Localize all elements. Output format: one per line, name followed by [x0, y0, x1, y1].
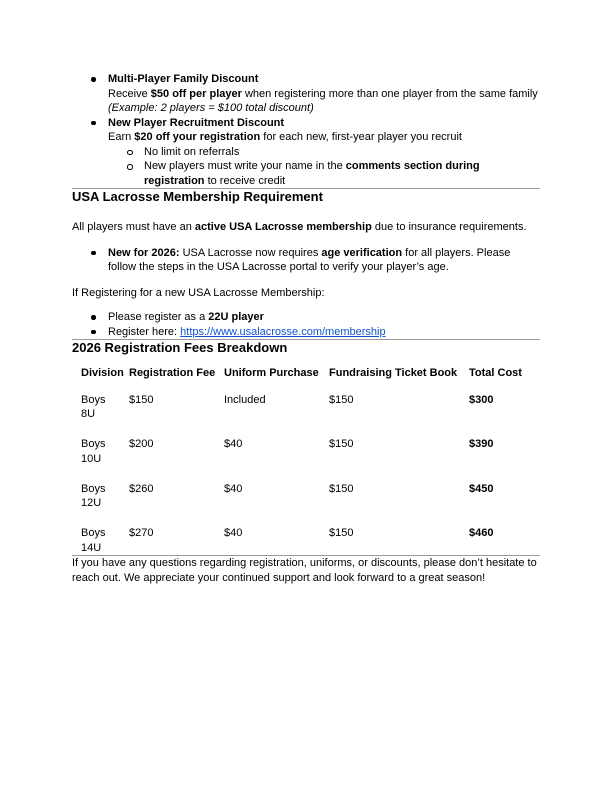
cell-fundraising: $150	[329, 482, 354, 495]
sub-item-line: No limit on referrals	[144, 145, 240, 158]
text-segment: for each new, first-year player you recruit	[260, 131, 462, 143]
item-line	[108, 101, 540, 116]
cell-uniform: $40	[224, 438, 243, 450]
sub-item-line	[144, 159, 540, 188]
new-membership-list	[72, 310, 540, 339]
item-line	[108, 246, 540, 275]
column-header-division: Division	[81, 367, 124, 379]
text-segment: 22U player	[208, 311, 264, 323]
bullet-disc-icon	[90, 325, 108, 340]
column-header-fundraising: Fundraising Ticket Book	[329, 367, 458, 379]
text-segment: age verification	[321, 246, 403, 259]
text-segment: Please register as a	[108, 311, 209, 323]
bullet-circle-icon	[126, 145, 144, 160]
cell-division: Boys 12U	[81, 482, 106, 509]
item-title: New Player Recruitment Discount	[108, 116, 285, 129]
cell-fundraising: $150	[329, 527, 354, 539]
cell-division: Boys 10U	[81, 438, 106, 465]
cell-fundraising: $150	[329, 438, 354, 450]
sub-list-item	[72, 159, 540, 188]
cell-fundraising: $150	[329, 393, 354, 406]
cell-registration-fee: $150	[129, 393, 154, 406]
text-segment: New players must write your name in the	[144, 160, 346, 172]
list-item-content	[108, 72, 540, 116]
column-header-total-cost: Total Cost	[469, 367, 522, 379]
cell-registration-fee: $200	[129, 438, 154, 450]
list-item	[72, 310, 540, 325]
membership-section-heading: USA Lacrosse Membership Requirement	[72, 189, 323, 204]
cell-total: $450	[469, 482, 494, 495]
text-segment: for all players. Please follow the steps in the USA Lacrosse portal to verify your player’s age.	[108, 246, 511, 273]
text-segment: due to insurance requirements.	[371, 221, 527, 233]
text-segment: USA Lacrosse now requires	[179, 246, 322, 259]
list-item	[72, 72, 540, 116]
bullet-disc-icon	[90, 72, 108, 87]
if-registering-paragraph: If Registering for a new USA Lacrosse Membership:	[72, 286, 325, 299]
text-segment: (Example: 2 players = $100 total discount)	[108, 102, 314, 114]
text-segment: $50 off per player	[150, 87, 242, 100]
column-header-uniform-purchase: Uniform Purchase	[224, 367, 319, 379]
text-segment: to receive credit	[204, 174, 286, 187]
membership-intro-paragraph	[72, 220, 540, 235]
list-item	[72, 325, 540, 340]
list-item-content	[108, 116, 540, 145]
bullet-disc-icon	[90, 246, 108, 261]
text-segment: when registering more than one player from the same family	[241, 87, 538, 100]
sub-list-item	[72, 145, 540, 160]
item-line	[108, 310, 540, 325]
text-segment: Register here:	[108, 325, 181, 338]
membership-list	[72, 246, 540, 275]
list-item	[72, 116, 540, 145]
bullet-circle-icon	[126, 159, 144, 174]
closing-paragraph: If you have any questions regarding registration, uniforms, or discounts, please don’t hesitate to reach out. We appreciate your continued support and look forward to a great season!	[72, 557, 537, 584]
item-line	[108, 87, 540, 102]
text-segment: Receive	[108, 87, 151, 100]
table-row	[72, 393, 540, 438]
table-row	[72, 482, 540, 527]
column-header-registration-fee: Registration Fee	[129, 367, 216, 379]
cell-registration-fee: $260	[129, 482, 154, 495]
table-header-row	[72, 366, 540, 393]
item-title: Multi-Player Family Discount	[108, 73, 259, 85]
cell-uniform: $40	[224, 527, 243, 539]
cell-total: $460	[469, 527, 494, 539]
item-line	[108, 325, 540, 340]
table-row	[72, 437, 540, 482]
membership-link[interactable]: https://www.usalacrosse.com/membership	[180, 325, 386, 338]
discounts-list	[72, 72, 540, 188]
cell-total: $390	[469, 438, 494, 450]
fees-section-heading: 2026 Registration Fees Breakdown	[72, 340, 288, 355]
text-segment: $20 off your registration	[134, 131, 261, 143]
text-segment: Earn	[108, 131, 135, 143]
text-segment: New for 2026:	[108, 246, 180, 259]
fees-table	[72, 366, 540, 555]
text-segment: active USA Lacrosse membership	[194, 221, 372, 233]
cell-division: Boys 14U	[81, 527, 106, 554]
cell-registration-fee: $270	[129, 527, 154, 539]
cell-division: Boys 8U	[81, 393, 106, 420]
item-line	[108, 130, 540, 145]
cell-uniform: Included	[224, 393, 266, 406]
list-item	[72, 246, 540, 275]
bullet-disc-icon	[90, 116, 108, 131]
cell-total: $300	[469, 393, 494, 406]
bullet-disc-icon	[90, 310, 108, 325]
text-segment: comments section during registration	[144, 160, 480, 187]
table-row	[72, 526, 540, 555]
text-segment: All players must have an	[72, 221, 195, 233]
cell-uniform: $40	[224, 482, 243, 495]
